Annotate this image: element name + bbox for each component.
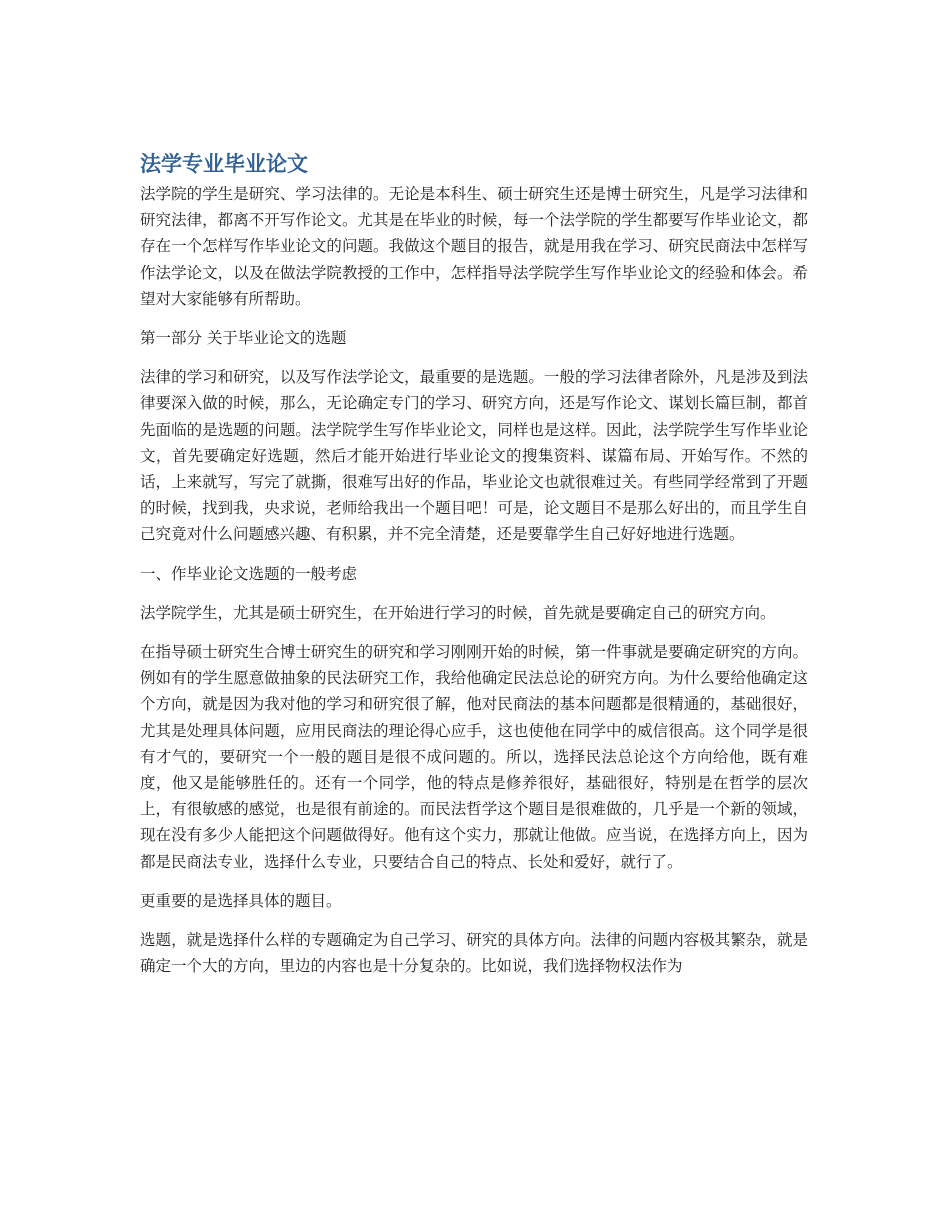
part1-heading: 第一部分 关于毕业论文的选题: [140, 329, 347, 348]
section1-paragraph-3: 更重要的是选择具体的题目。: [140, 891, 342, 910]
intro-paragraph: 法学院的学生是研究、学习法律的。无论是本科生、硕士研究生还是博士研究生，凡是学习法律和研究法律，都离不开写作论文。尤其是在毕业的时候，每一个法学院的学生都要写作毕业论文，都存在一个怎样写作毕业论文的问题。我做这个题目的报告，就是用我在学习、研究民商法中怎样写作法学论文，以及在做法学院教授的工作中，怎样指导法学院学生写作毕业论文的经验和体会。希望对大家能够有所帮助。: [140, 185, 808, 308]
section1-paragraph-2: 在指导硕士研究生合博士研究生的研究和学习刚刚开始的时候，第一件事就是要确定研究的方向。例如有的学生愿意做抽象的民法研究工作，我给他确定民法总论的研究方向。为什么要给他确定这个方向，就是因为我对他的学习和研究很了解，他对民商法的基本问题都是很精通的，基础很好，尤其是处理具体问题，应用民商法的理论得心应手，这也使他在同学中的威信很高。这个同学是很有才气的，要研究一个一般的题目是很不成问题的。所以，选择民法总论这个方向给他，既有难度，他又是能够胜任的。还有一个同学，他的特点是修养很好，基础很好，特别是在哲学的层次上，有很敏感的感觉，也是很有前途的。而民法哲学这个题目是很难做的，几乎是一个新的领域，现在没有多少人能把这个问题做得好。他有这个实力，那就让他做。应当说，在选择方向上，因为都是民商法专业，选择什么专业，只要结合自己的特点、长处和爱好，就行了。: [140, 643, 808, 871]
document-title: 法学专业毕业论文: [140, 152, 308, 176]
part1-paragraph: 法律的学习和研究，以及写作法学论文，最重要的是选题。一般的学习法律者除外，凡是涉及到法律要深入做的时候，那么，无论确定专门的学习、研究方向，还是写作论文、谋划长篇巨制，都首先面临的是选题的问题。法学院学生写作毕业论文，同样也是这样。因此，法学院学生写作毕业论文，首先要确定好选题，然后才能开始进行毕业论文的搜集资料、谋篇布局、开始写作。不然的话，上来就写，写完了就撕，很难写出好的作品，毕业论文也就很难过关。有些同学经常到了开题的时候，找到我，央求说，老师给我出一个题目吧！可是，论文题目不是那么好出的，而且学生自己究竟对什么问题感兴趣、有积累，并不完全清楚，还是要靠学生自己好好地进行选题。: [140, 368, 808, 544]
document-page: [140, 147, 808, 992]
section1-paragraph-4: 选题，就是选择什么样的专题确定为自己学习、研究的具体方向。法律的问题内容极其繁杂，就是确定一个大的方向，里边的内容也是十分复杂的。比如说，我们选择物权法作为: [140, 931, 808, 976]
section1-paragraph-1: 法学院学生，尤其是硕士研究生，在开始进行学习的时候，首先就是要确定自己的研究方向。: [140, 603, 776, 622]
section1-heading: 一、作毕业论文选题的一般考虑: [140, 564, 358, 583]
